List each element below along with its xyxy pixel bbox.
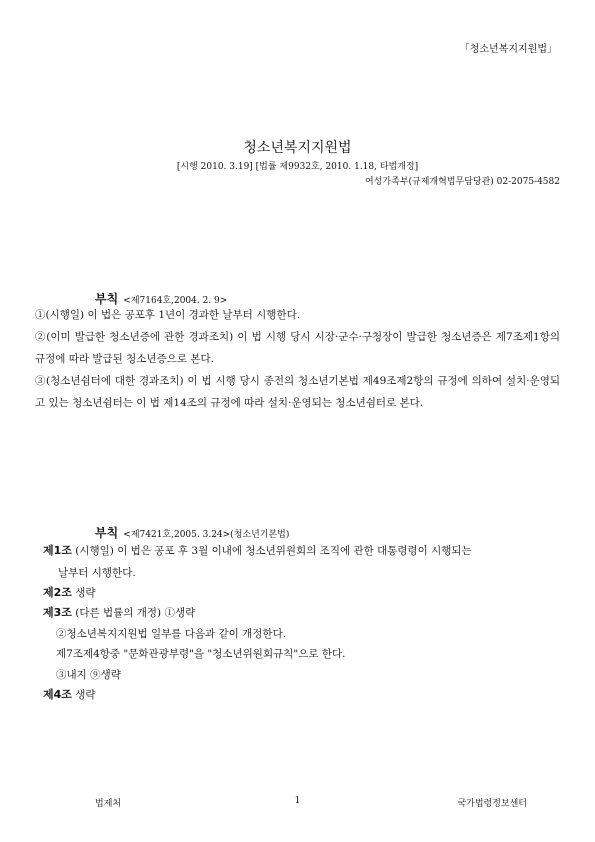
addenda-item: ③(청소년쉼터에 대한 경과조치) 이 법 시행 당시 종전의 청소년기본법 제49조제2항의 규정에 의하여 설치·운영되고 있는 청소년쉼터는 이 법 제14조의 규정에 따라 설치·운영되는 청소년쉼터로 본다. <box>35 375 560 409</box>
article-2 <box>43 582 560 604</box>
addenda-note: <제7164호,2004. 2. 9> <box>123 296 228 306</box>
article-1-continuation: 날부터 시행한다. <box>58 567 136 579</box>
law-reference-header: 「청소년복지지원법」 <box>459 44 557 55</box>
article-text: (시행일) 이 법은 공포 후 3월 이내에 청소년위원회의 조직에 관한 대통령령이 시행되는 <box>71 545 472 557</box>
footer-publisher: 법제처 <box>95 799 122 809</box>
article-label: 제4조 <box>43 688 72 701</box>
article-text: 생략 <box>71 689 96 701</box>
addenda-label: 부칙 <box>95 526 119 540</box>
article-label: 제2조 <box>43 586 72 599</box>
article-text: (다른 법률의 개정) ①생략 <box>71 607 196 619</box>
article-4 <box>43 684 560 706</box>
enforcement-meta: [시행 2010. 3.19] [법률 제9932호, 2010. 1.18, 타법개정] <box>176 162 419 172</box>
addenda-note: <제7421호,2005. 3.24>(청소년기본법) <box>123 530 290 540</box>
page-number: 1 <box>294 796 301 806</box>
article-1 <box>43 540 560 562</box>
addenda-item: ②(이미 발급한 청소년증에 관한 경과조치) 이 법 시행 당시 시장·군수·구청장이 발급한 청소년증은 제7조제1항의 규정에 따라 발급된 청소년증으로 본다. <box>35 331 560 365</box>
article-label: 제1조 <box>43 544 72 557</box>
article-3-clause: 제7조제4항중 "문화관광부령"을 "청소년위원회규칙"으로 한다. <box>56 648 346 660</box>
addenda-label: 부칙 <box>95 292 119 306</box>
article-text: 생략 <box>71 587 96 599</box>
article-3 <box>43 602 560 624</box>
page-title: 청소년복지지원법 <box>243 140 352 156</box>
ministry-contact: 여성가족부(규제개혁법무담당관) 02-2075-4582 <box>365 177 560 187</box>
addenda-item: ①(시행일) 이 법은 공포후 1년이 경과한 날부터 시행한다. <box>35 309 301 321</box>
article-3-clause: ②청소년복지지원법 일부를 다음과 같이 개정한다. <box>56 628 287 640</box>
footer-source: 국가법령정보센터 <box>457 799 527 809</box>
addenda-heading-2 <box>95 522 289 541</box>
article-label: 제3조 <box>43 606 72 619</box>
article-3-clause: ③내지 ⑨생략 <box>56 669 121 681</box>
